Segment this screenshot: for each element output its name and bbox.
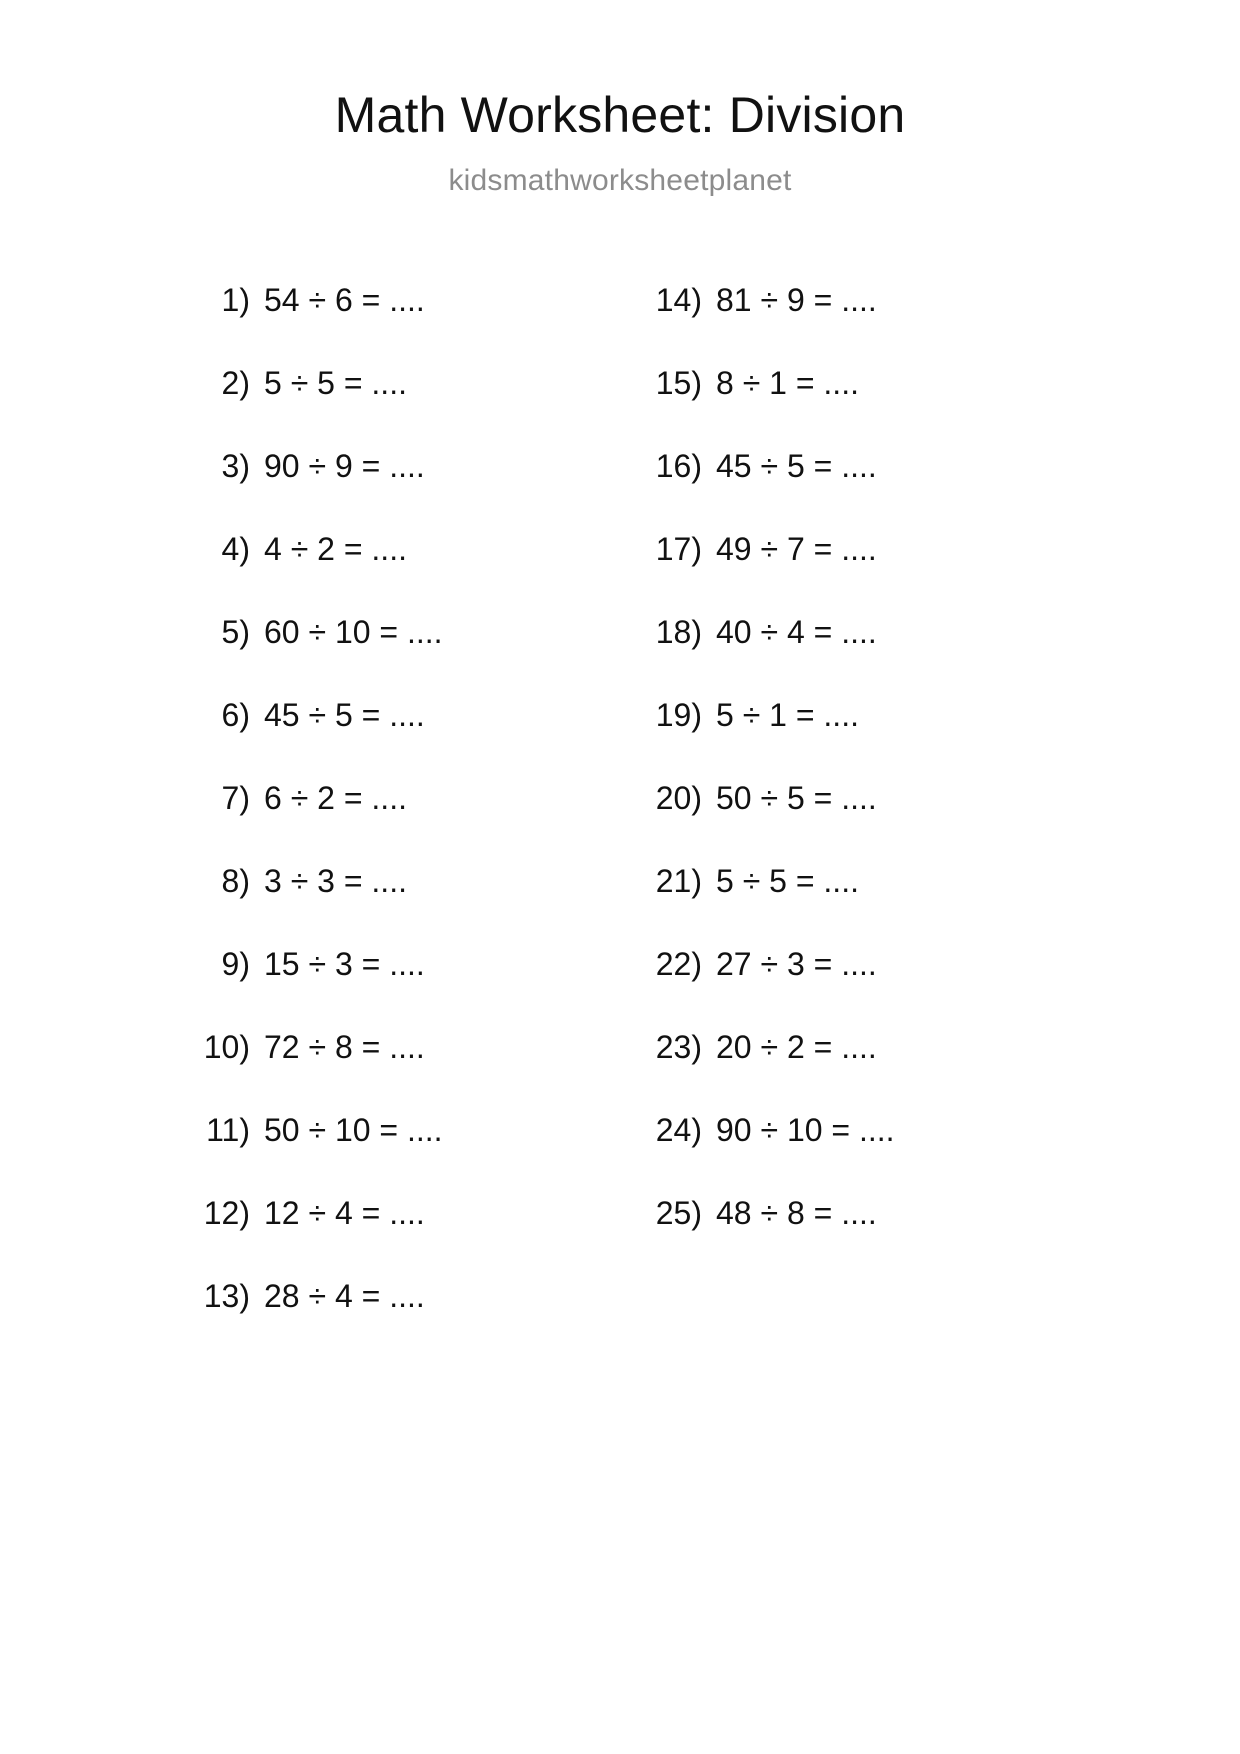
problem-expression: 15 ÷ 3 = .... [264,946,425,982]
problem-number: 17) [655,531,702,567]
problem-expression: 60 ÷ 10 = .... [264,614,443,650]
problem-list [0,282,1240,1361]
problem-expression: 54 ÷ 6 = .... [264,282,425,318]
problem-number: 19) [655,697,702,733]
problem-item [176,1112,616,1195]
problem-item [616,282,1056,365]
problem-item [616,780,1056,863]
problem-expression: 90 ÷ 10 = .... [716,1112,895,1148]
problem-item [176,697,616,780]
problem-expression: 45 ÷ 5 = .... [264,697,425,733]
problem-expression: 45 ÷ 5 = .... [716,448,877,484]
problem-column-left [176,282,616,1361]
problem-number: 6) [221,697,250,733]
problem-expression: 48 ÷ 8 = .... [716,1195,877,1231]
problem-expression: 49 ÷ 7 = .... [716,531,877,567]
problem-item [176,1029,616,1112]
page-title: Math Worksheet: Division [334,87,906,143]
problem-item [616,1195,1056,1278]
problem-item [176,1278,616,1361]
problem-number: 15) [655,365,702,401]
problem-number: 14) [655,282,702,318]
problem-number: 7) [221,780,250,816]
problem-number: 8) [221,863,250,899]
problem-expression: 5 ÷ 5 = .... [716,863,859,899]
problem-number: 18) [655,614,702,650]
problem-item [616,863,1056,946]
problem-item [616,1112,1056,1195]
problem-item [176,780,616,863]
problem-expression: 5 ÷ 1 = .... [716,697,859,733]
problem-number: 23) [655,1029,702,1065]
problem-item [176,863,616,946]
problem-item [616,614,1056,697]
problem-expression: 90 ÷ 9 = .... [264,448,425,484]
problem-item [176,448,616,531]
problem-item [176,1195,616,1278]
problem-expression: 72 ÷ 8 = .... [264,1029,425,1065]
problem-number: 20) [655,780,702,816]
problem-expression: 28 ÷ 4 = .... [264,1278,425,1314]
problem-expression: 8 ÷ 1 = .... [716,365,859,401]
problem-expression: 50 ÷ 10 = .... [264,1112,443,1148]
problem-number: 4) [221,531,250,567]
problem-expression: 12 ÷ 4 = .... [264,1195,425,1231]
problem-number: 3) [221,448,250,484]
problem-expression: 20 ÷ 2 = .... [716,1029,877,1065]
problem-item [176,531,616,614]
problem-number: 1) [221,282,250,318]
problem-expression: 5 ÷ 5 = .... [264,365,407,401]
problem-expression: 50 ÷ 5 = .... [716,780,877,816]
problem-item [616,531,1056,614]
problem-expression: 27 ÷ 3 = .... [716,946,877,982]
problem-expression: 4 ÷ 2 = .... [264,531,407,567]
problem-expression: 81 ÷ 9 = .... [716,282,877,318]
problem-expression: 40 ÷ 4 = .... [716,614,877,650]
problem-item [176,946,616,1029]
problem-number: 22) [655,946,702,982]
problem-number: 21) [655,863,702,899]
problem-number: 5) [221,614,250,650]
problem-item [616,697,1056,780]
problem-item [616,448,1056,531]
problem-number: 12) [203,1195,250,1231]
problem-item [176,282,616,365]
problem-number: 13) [203,1278,250,1314]
problem-expression: 3 ÷ 3 = .... [264,863,407,899]
problem-expression: 6 ÷ 2 = .... [264,780,407,816]
problem-item [176,365,616,448]
problem-item [616,365,1056,448]
problem-number: 10) [203,1029,250,1065]
problem-number: 25) [655,1195,702,1231]
problem-number: 16) [655,448,702,484]
problem-column-right [616,282,1056,1361]
problem-number: 24) [655,1112,702,1148]
problem-number: 11) [206,1112,250,1148]
problem-number: 2) [221,365,250,401]
problem-item [616,946,1056,1029]
page-subtitle: kidsmathworksheetplanet [448,164,792,197]
problem-item [176,614,616,697]
problem-item [616,1029,1056,1112]
problem-number: 9) [221,946,250,982]
